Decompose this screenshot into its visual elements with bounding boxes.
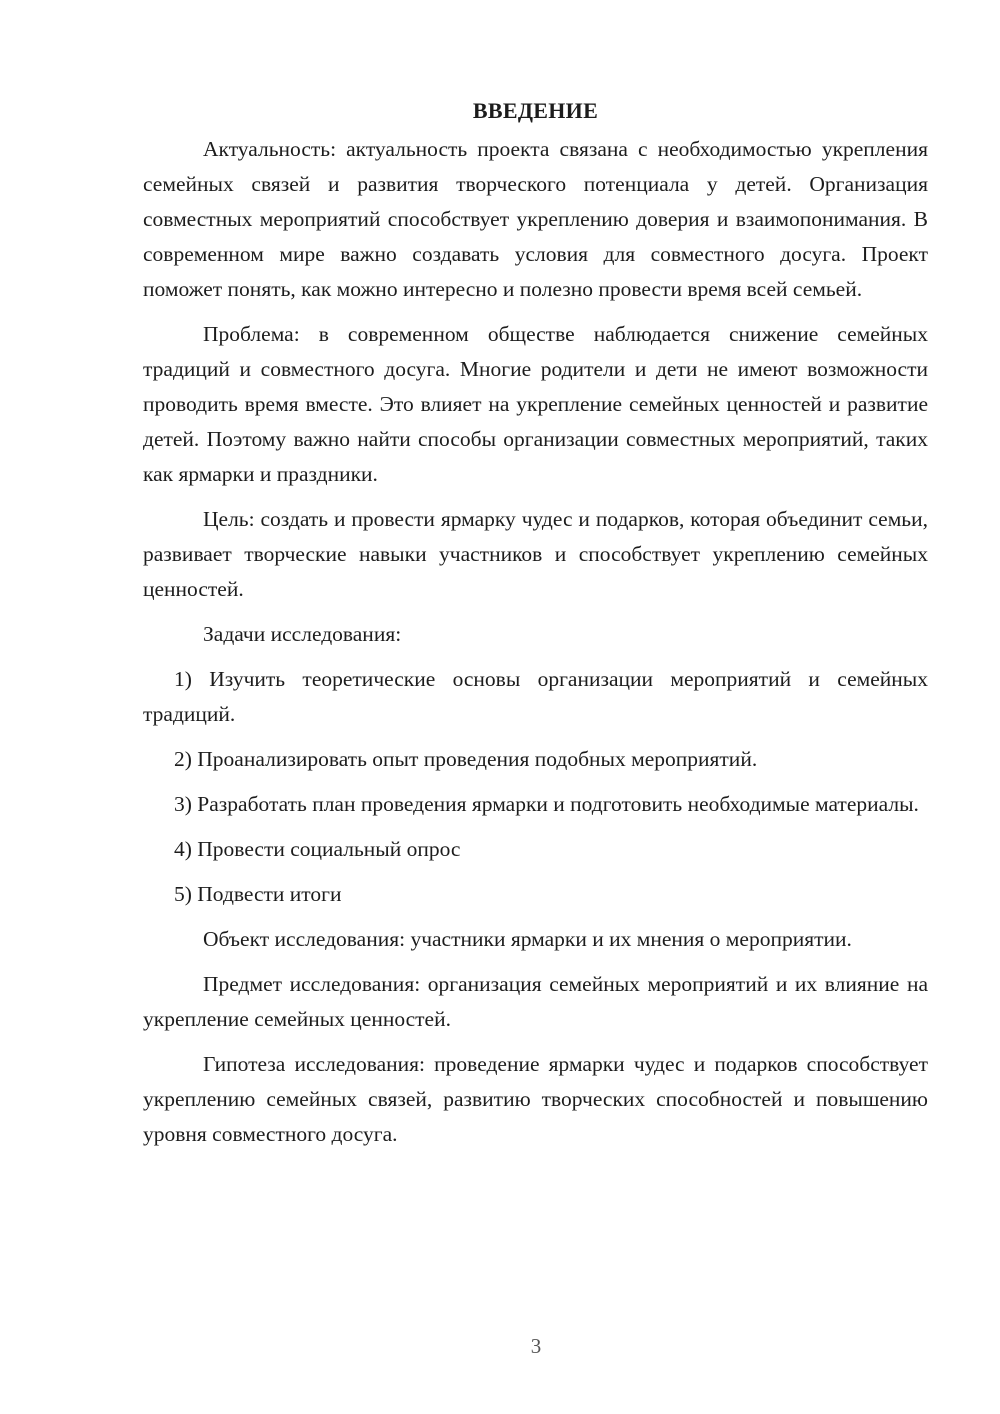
relevance-paragraph: Актуальность: актуальность проекта связана с необходимостью укрепления семейных связей и развития творческого потенциала у детей. Организация совместных мероприятий способствует укреплению доверия и взаимопонимания. В современном мире важно создавать условия для совместного досуга. Проект поможет понять, как можно интересно и полезно провести время всей семьей. bbox=[143, 137, 928, 301]
problem-paragraph: Проблема: в современном обществе наблюдается снижение семейных традиций и совместного досуга. Многие родители и дети не имеют возможности проводить время вместе. Это влияет на укрепление семейных ценностей и развитие детей. Поэтому важно найти способы организации совместных мероприятий, таких как ярмарки и праздники. bbox=[143, 322, 928, 486]
hypothesis-paragraph: Гипотеза исследования: проведение ярмарки чудес и подарков способствует укреплению семейных связей, развитию творческих способностей и повышению уровня совместного досуга. bbox=[143, 1052, 928, 1146]
list-item: 2) Проанализировать опыт проведения подобных мероприятий. bbox=[174, 747, 758, 771]
list-item: 5) Подвести итоги bbox=[174, 882, 342, 906]
document-page bbox=[143, 96, 928, 1152]
list-item: 1) Изучить теоретические основы организации мероприятий и семейных традиций. bbox=[143, 667, 928, 726]
object-paragraph: Объект исследования: участники ярмарки и их мнения о мероприятии. bbox=[203, 927, 852, 951]
tasks-list bbox=[143, 662, 928, 912]
tasks-heading: Задачи исследования: bbox=[203, 622, 402, 646]
goal-paragraph: Цель: создать и провести ярмарку чудес и подарков, которая объединит семьи, развивает творческие навыки участников и способствует укреплению семейных ценностей. bbox=[143, 507, 928, 601]
page-title: ВВЕДЕНИЕ bbox=[472, 98, 599, 123]
page-number: 3 bbox=[530, 1334, 542, 1358]
list-item: 4) Провести социальный опрос bbox=[174, 837, 461, 861]
list-item: 3) Разработать план проведения ярмарки и подготовить необходимые материалы. bbox=[174, 792, 919, 816]
subject-paragraph: Предмет исследования: организация семейных мероприятий и их влияние на укрепление семейных ценностей. bbox=[143, 972, 928, 1031]
